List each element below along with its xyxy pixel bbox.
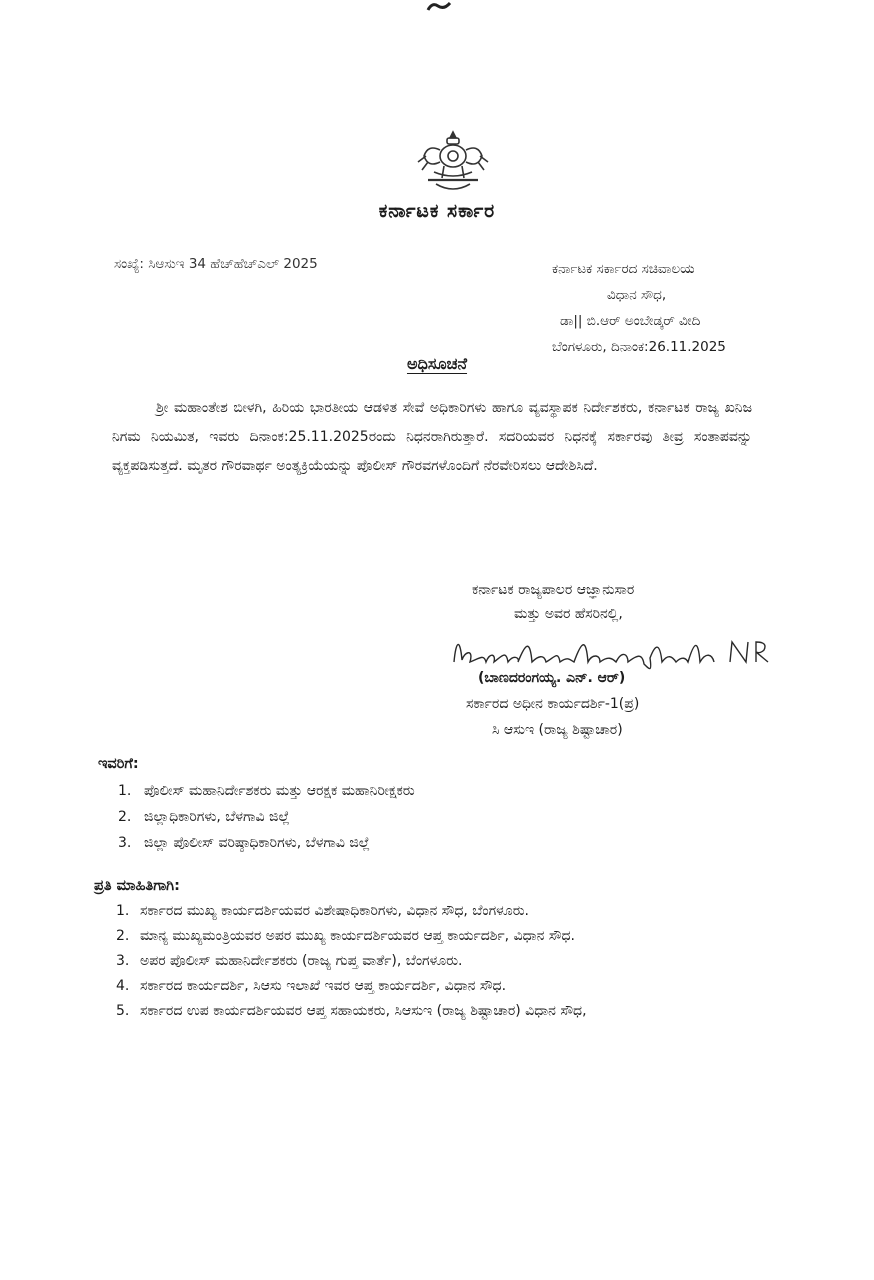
list-item-number: 2. <box>116 928 130 944</box>
office-line-date: ಬೆಂಗಳೂರು, ದಿನಾಂಕ:26.11.2025 <box>552 339 726 355</box>
office-line-vidhana-soudha: ವಿಧಾನ ಸೌಧ, <box>607 287 667 303</box>
karnataka-emblem-icon <box>414 128 492 198</box>
office-line-street: ಡಾ|| ಬಿ.ಆರ್ ಅಂಬೇಡ್ಕರ್ ವೀದಿ <box>560 313 701 329</box>
handwritten-signature <box>450 632 770 674</box>
list-item <box>116 900 756 922</box>
list-item <box>118 804 718 830</box>
signer-office: ಸಿ ಆಸುಇ (ರಾಜ್ಯ ಶಿಷ್ಟಾಚಾರ) <box>492 722 623 738</box>
government-title: ಕರ್ನಾಟಕ ಸರ್ಕಾರ <box>378 200 496 222</box>
copy-info-list <box>116 900 756 1025</box>
notification-heading: ಅಧಿಸೂಚನೆ <box>406 354 468 373</box>
list-item <box>116 975 756 997</box>
reference-number: ಸಂಖ್ಯೆ: ಸಿಆಸುಇ 34 ಹೆಚ್‌ಹೆಚ್‌ಎಲ್ 2025 <box>114 256 318 272</box>
recipients-heading: ಇವರಿಗೆ: <box>98 756 139 772</box>
list-item-text: ಸರ್ಕಾರದ ಉಪ ಕಾರ್ಯದರ್ಶಿಯವರ ಆಪ್ತ ಸಹಾಯಕರು, ಸಿಆಸುಇ (ರಾಜ್ಯ ಶಿಷ್ಟಾಚಾರ) ವಿಧಾನ ಸೌಧ, <box>140 1003 587 1019</box>
signer-name: (ಬಾಣದರಂಗಯ್ಯ. ಎನ್. ಆರ್) <box>478 670 626 686</box>
copy-info-heading: ಪ್ರತಿ ಮಾಹಿತಿಗಾಗಿ: <box>94 878 180 894</box>
list-item-number: 4. <box>116 978 130 994</box>
governor-order-line: ಕರ್ನಾಟಕ ರಾಜ್ಯಪಾಲರ ಆಜ್ಞಾನುಸಾರ <box>472 582 635 598</box>
list-item-text: ಸರ್ಕಾರದ ಮುಖ್ಯ ಕಾರ್ಯದರ್ಶಿಯವರ ವಿಶೇಷಾಧಿಕಾರಿಗಳು, ವಿಧಾನ ಸೌಧ, ಬೆಂಗಳೂರು. <box>140 903 530 919</box>
recipients-list <box>118 778 718 856</box>
list-item-text: ಮಾನ್ಯ ಮುಖ್ಯಮಂತ್ರಿಯವರ ಅಪರ ಮುಖ್ಯ ಕಾರ್ಯದರ್ಶಿಯವರ ಆಪ್ತ ಕಾರ್ಯದರ್ಶಿ, ವಿಧಾನ ಸೌಧ. <box>140 928 575 944</box>
office-address <box>552 256 812 360</box>
list-item-text: ಸರ್ಕಾರದ ಕಾರ್ಯದರ್ಶಿ, ಸಿಆಸು ಇಲಾಖೆ ಇವರ ಆಪ್ತ ಕಾರ್ಯದರ್ಶಿ, ವಿಧಾನ ಸೌಧ. <box>140 978 507 994</box>
list-item-text: ಅಪರ ಪೊಲೀಸ್ ಮಹಾನಿರ್ದೇಶಕರು (ರಾಜ್ಯ ಗುಪ್ತ ವಾರ್ತೆ), ಬೆಂಗಳೂರು. <box>140 953 463 969</box>
list-item-number: 3. <box>118 835 132 851</box>
list-item-text: ಜಿಲ್ಲಾಧಿಕಾರಿಗಳು, ಬೆಳಗಾವಿ ಜಿಲ್ಲೆ <box>144 809 290 825</box>
governor-name-line: ಮತ್ತು ಅವರ ಹೆಸರಿನಲ್ಲಿ, <box>514 606 623 622</box>
list-item <box>118 778 718 804</box>
list-item <box>116 950 756 972</box>
list-item-number: 5. <box>116 1003 130 1019</box>
list-item-number: 1. <box>116 903 130 919</box>
list-item-text: ಪೊಲೀಸ್ ಮಹಾನಿರ್ದೇಶಕರು ಮತ್ತು ಆರಕ್ಷಕ ಮಹಾನಿರೀಕ್ಷಕರು <box>144 783 415 799</box>
list-item <box>118 830 718 856</box>
list-item-number: 1. <box>118 783 132 799</box>
notification-body: ಶ್ರೀ ಮಹಾಂತೇಶ ಬೀಳಗಿ, ಹಿರಿಯ ಭಾರತೀಯ ಆಡಳಿತ ಸೇವೆ ಅಧಿಕಾರಿಗಳು ಹಾಗೂ ವ್ಯವಸ್ಥಾಪಕ ನಿರ್ದೇಶಕರು, ಕರ್ನಾಟಕ ರಾಜ್ಯ ಖನಿಜ ನಿಗಮ ನಿಯಮಿತ, ಇವರು ದಿನಾಂಕ:25.11.2025ರಂದು ನಿಧನರಾಗಿರುತ್ತಾರೆ. ಸದರಿಯವರ ನಿಧನಕ್ಕೆ ಸರ್ಕಾರವು ತೀವ್ರ ಸಂತಾಪವನ್ನು ವ್ಯಕ್ತಪಡಿಸುತ್ತದೆ. ಮೃತರ ಗೌರವಾರ್ಥ ಅಂತ್ಯಕ್ರಿಯೆಯನ್ನು ಪೊಲೀಸ್ ಗೌರವಗಳೊಂದಿಗೆ ನೆರವೇರಿಸಲು ಆದೇಶಿಸಿದೆ. <box>112 400 752 474</box>
list-item <box>116 925 756 947</box>
top-edge-mark <box>426 0 452 12</box>
list-item-number: 3. <box>116 953 130 969</box>
list-item-text: ಜಿಲ್ಲಾ ಪೊಲೀಸ್ ವರಿಷ್ಠಾಧಿಕಾರಿಗಳು, ಬೆಳಗಾವಿ ಜಿಲ್ಲೆ <box>144 835 371 851</box>
office-line-secretariat: ಕರ್ನಾಟಕ ಸರ್ಕಾರದ ಸಚಿವಾಲಯ <box>552 261 695 277</box>
list-item-number: 2. <box>118 809 132 825</box>
list-item <box>116 1000 756 1022</box>
signer-designation: ಸರ್ಕಾರದ ಅಧೀನ ಕಾರ್ಯದರ್ಶಿ-1(ಪ್ರ) <box>466 696 640 712</box>
